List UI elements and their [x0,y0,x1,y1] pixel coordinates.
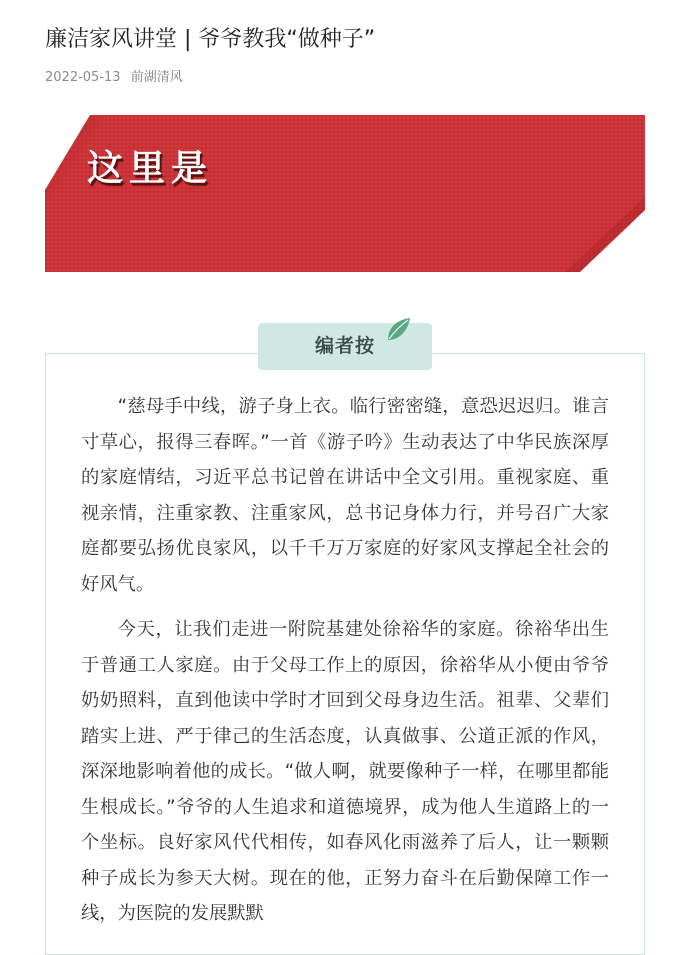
header-banner [45,115,645,272]
account-name-link[interactable]: 前湖清风 [130,70,183,85]
article-meta [45,69,183,87]
paragraph: “慈母手中线，游子身上衣。临行密密缝，意恐迟迟归。谁言寸草心，报得三春晖。”一首《游子吟》生动表达了中华民族深厚的家庭情结，习近平总书记曾在讲话中全文引用。重视家庭、重视亲情，注重家教、注重家风，总书记身体力行，并号召广大家庭都要弘扬优良家风，以千千万万家庭的好家风支撑起全社会的好风气。 [81,396,609,595]
banner-background [45,115,645,272]
leaf-icon [384,316,412,344]
article-title: 廉洁家风讲堂 | 爷爷教我“做种子” [45,27,376,52]
paragraph: 今天，让我们走进一附院基建处徐裕华的家庭。徐裕华出生于普通工人家庭。由于父母工作上的原因，徐裕华从小便由爷爷奶奶照料，直到他读中学时才回到父母身边生活。祖辈、父辈们踏实上进、严于律己的生活态度，认真做事、公道正派的作风，深深地影响着他的成长。“做人啊，就要像种子一样，在哪里都能生根成长。”爷爷的人生追求和道德境界，成为他人生道路上的一个坐标。良好家风代代相传，如春风化雨滋养了后人，让一颗颗种子成长为参天大树。现在的他，正努力奋斗在后勤保障工作一线，为医院的发展默默 [81,619,609,924]
banner-title: 这里是 [87,147,214,189]
editor-note-label: 编者按 [258,323,432,370]
publish-date: 2022-05-13 [45,70,121,85]
editor-note-body [81,389,609,942]
